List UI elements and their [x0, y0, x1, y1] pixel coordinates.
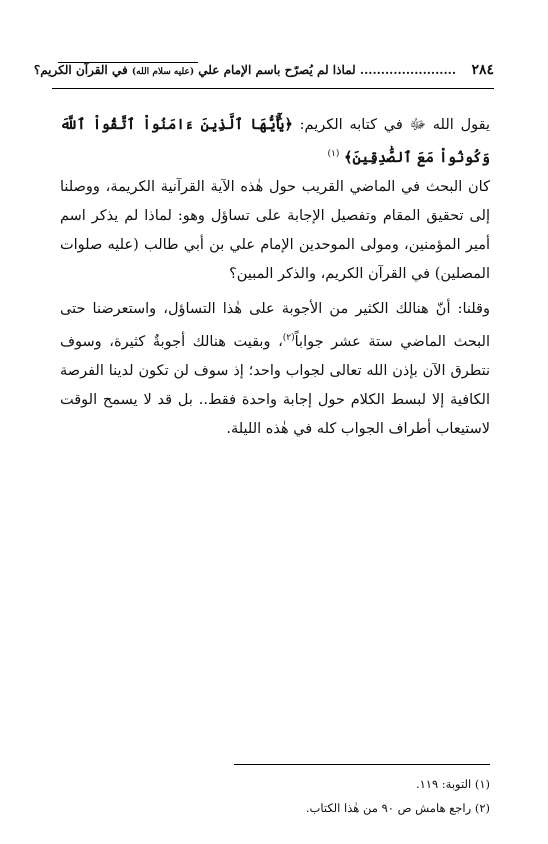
- paragraph-3-part-a: وقلنا: أنّ هنالك الكثير من الأجوبة على هٰذا التساؤل، واستعرضنا حتى البحث الماضي ستة عشر جواباً: [60, 301, 490, 350]
- running-title-honorific: (عليه سلام الله): [131, 67, 195, 77]
- page-header: [33, 62, 494, 84]
- footnote-1: (١) التوبة: ١١٩.: [415, 777, 490, 791]
- header-rule: [52, 88, 494, 89]
- paragraph-intro: يقول الله ﷻ في كتابه الكريم:: [292, 117, 490, 133]
- footnote-ref-2: (٢): [282, 333, 295, 343]
- page-number: ٢٨٤: [471, 62, 494, 78]
- paragraph-quran-verse: [60, 110, 490, 173]
- running-title-dots: .......................: [359, 63, 456, 77]
- quran-verse: ﴿يَٰٓأَيُّهَا ٱلَّذِينَ ءَامَنُواْ ٱتَّقُواْ ٱللَّهَ وَكُونُواْ مَعَ ٱلصَّٰدِقِينَ﴾: [60, 116, 490, 166]
- running-title: [33, 63, 456, 77]
- footnote-separator: [234, 764, 490, 765]
- paragraph-3-part-b: ، وبقيت هنالك أجوبةٌ كثيرة، وسوف نتطرق الآن بإذن الله تعالى لجواب واحد؛ إذ سوف لن تكون لدينا الفرصة الكافية إلا لبسط الكلام حول إجابة واحدة فقط.. بل قد لا يسمح الوقت لاستيعاب أطراف الجواب كله في هٰذه الليلة.: [60, 333, 490, 437]
- footnote-2: (٢) راجع هامش ص ٩٠ من هٰذا الكتاب.: [305, 801, 490, 815]
- footnotes: [60, 772, 490, 820]
- paragraph-2: كان البحث في الماضي القريب حول هٰذه الآية القرآنية الكريمة، ووصلنا إلى تحقيق المقام وتفصيل الإجابة على تساؤل وهو: لماذا لم يذكر اسم أمير المؤمنين، ومولى الموحدين الإمام علي بن أبي طالب (عليه صلوات المصلين) في القرآن الكريم، والذكر المبين؟: [60, 179, 490, 282]
- running-title-main: لماذا لم يُصرّح باسم الإمام علي: [198, 63, 356, 77]
- footnote-ref-1: (١): [327, 149, 340, 159]
- paragraph-3: [60, 295, 490, 444]
- running-title-tail: في القرآن الكريم؟: [33, 63, 128, 77]
